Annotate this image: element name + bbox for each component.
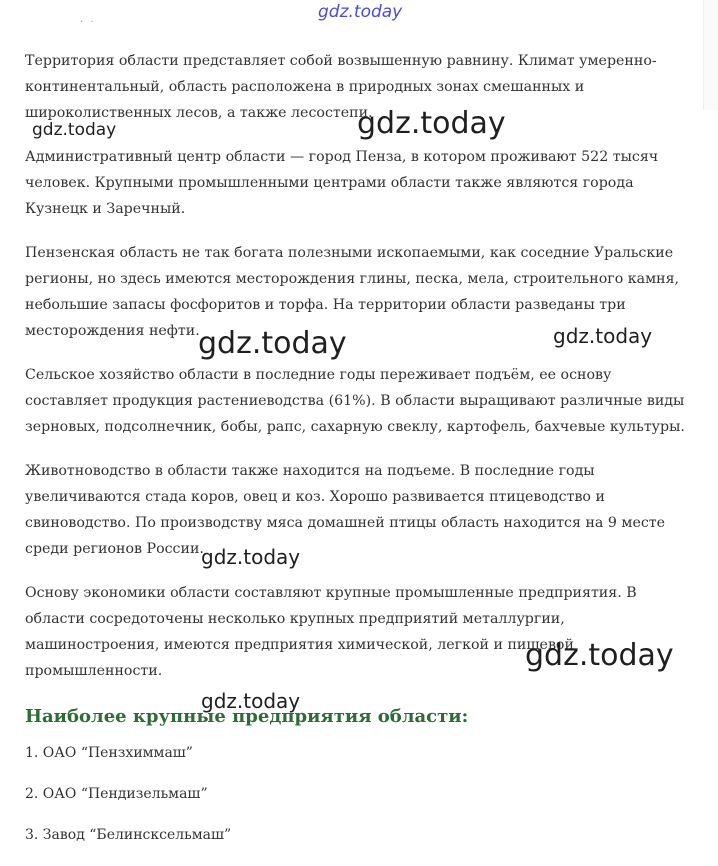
enterprises-heading: Наиболее крупные предприятия области: — [25, 706, 469, 727]
paragraph-livestock: Животноводство в области также находится на подъеме. В последние годы увеличиваются стада коров, овец и коз. Хорошо развивается птицеводство и свиноводство. По производству мяса домашней птицы область находится на 9 месте среди регионов России. — [25, 463, 666, 557]
watermark: gdz.today — [198, 326, 347, 361]
watermark: gdz.today — [32, 120, 117, 140]
watermark: gdz.today — [201, 689, 301, 713]
watermark: gdz.today — [357, 106, 506, 141]
list-item: 1. ОАО “Пензхиммаш” — [25, 745, 193, 761]
list-item: 3. Завод “Белинсксельмаш” — [25, 827, 232, 843]
paragraph-agriculture: Сельское хозяйство области в последние годы переживает подъём, ее основу составляет продукция растениеводства (61%). В области выращивают различные виды зерновых, подсолнечник, бобы, рапс, сахарную свеклу, картофель, бахчевые культуры. — [25, 367, 685, 435]
scrollbar[interactable] — [703, 0, 718, 110]
paragraph-minerals: Пензенская область не так богата полезными ископаемыми, как соседние Уральские регионы, но здесь имеются месторождения глины, песка, мела, строительного камня, небольшие запасы фосфоритов и торфа. На территории области разведаны три месторождения нефти. — [25, 245, 680, 339]
watermark: gdz.today — [553, 324, 653, 348]
paragraph-admin-center: Административный центр области — город Пенза, в котором проживают 522 тысяч человек. Крупными промышленными центрами области также являются города Кузнецк и Заречный. — [25, 149, 659, 217]
list-item: 2. ОАО “Пендизельмаш” — [25, 786, 208, 802]
watermark: gdz.today — [525, 638, 674, 673]
paragraph-economy: Основу экономики области составляют крупные промышленные предприятия. В области сосредоточены несколько крупных предприятий металлургии, машиностроения, имеются предприятия химической, легкой и пищевой промышленности. — [25, 585, 637, 679]
watermark: gdz.today — [318, 2, 403, 22]
paragraph-territory: Территория области представляет собой возвышенную равнину. Климат умеренно-континентальный, область расположена в природных зонах смешанных и широколиственных лесов, а также лесостепи. — [25, 53, 657, 121]
article-content — [25, 48, 685, 866]
watermark: gdz.today — [201, 545, 301, 569]
top-dots: . . — [80, 14, 96, 25]
enterprise-list — [25, 743, 685, 845]
